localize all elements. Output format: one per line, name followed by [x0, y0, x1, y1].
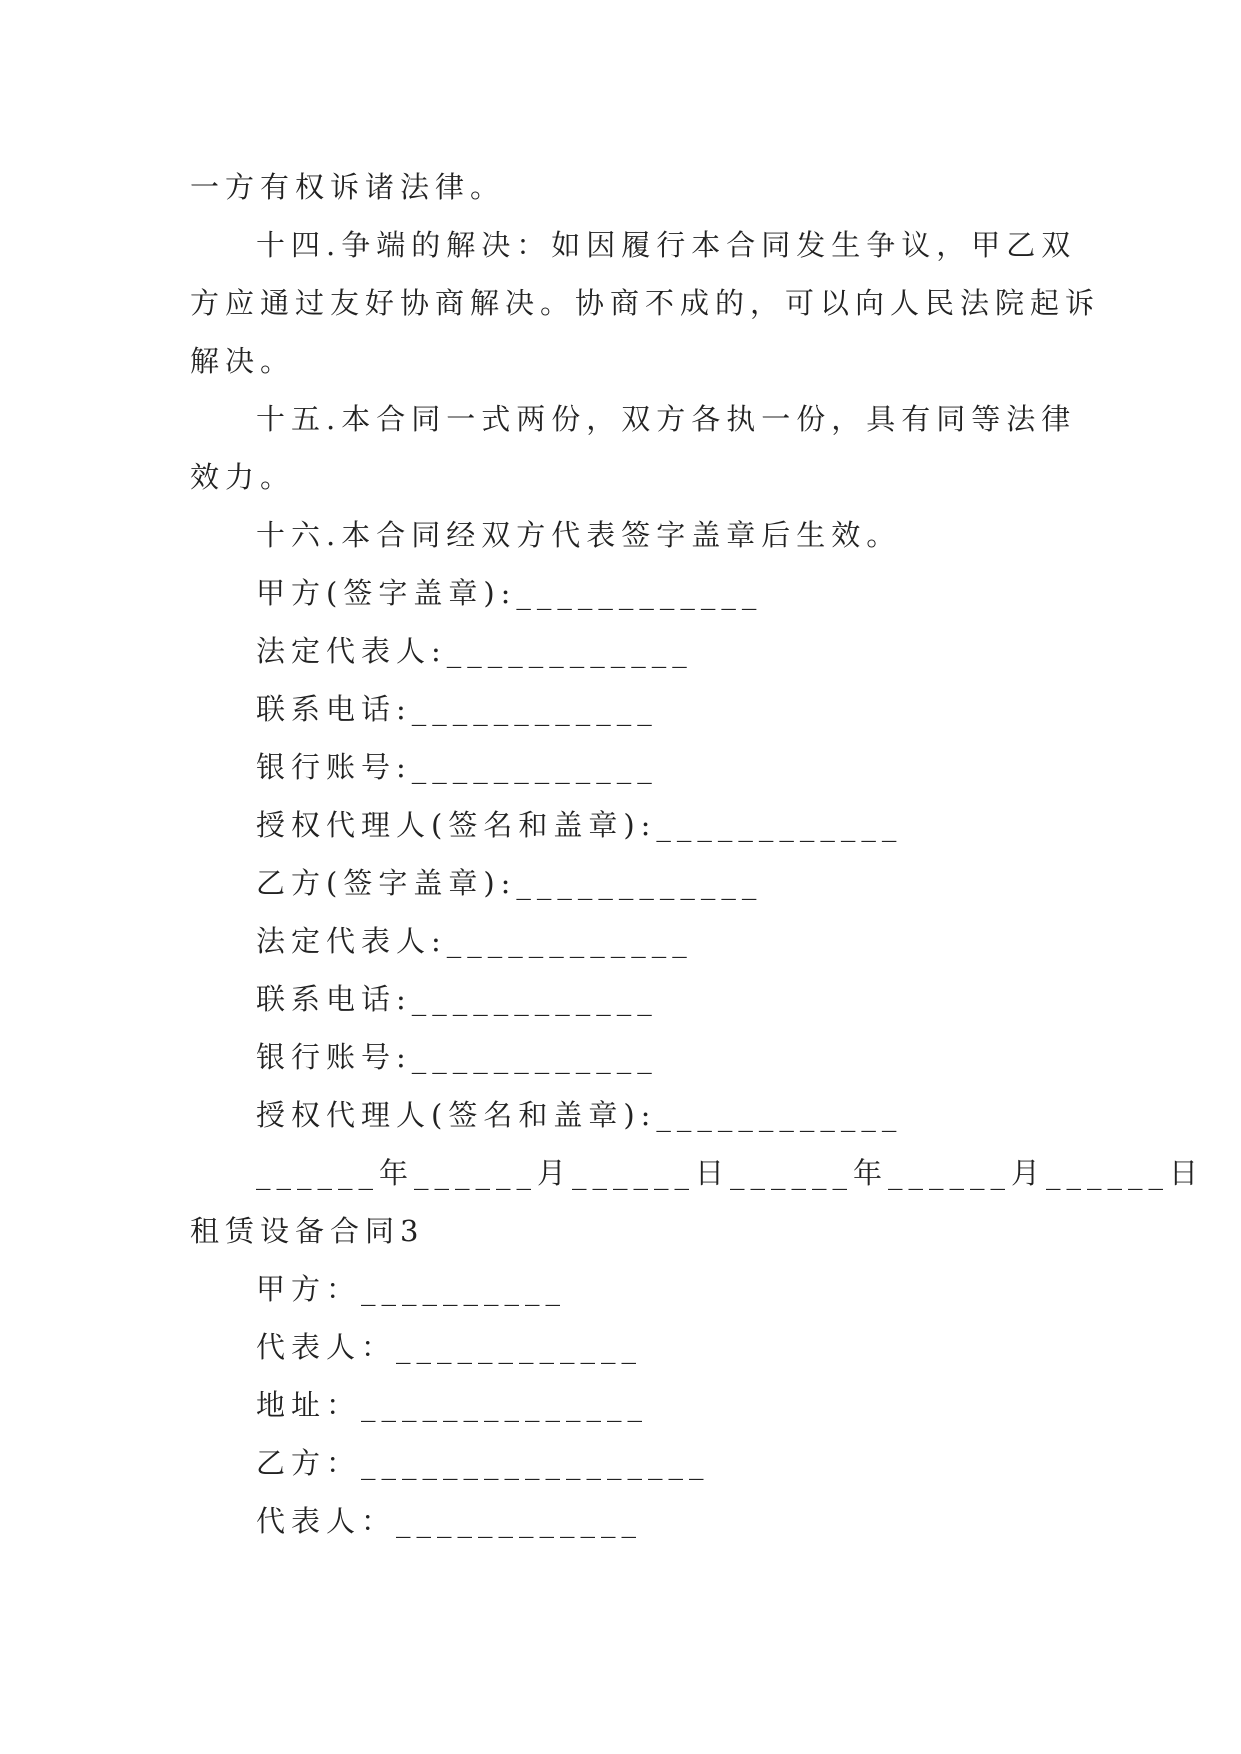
party-b-authorized-agent-field: 授权代理人(签名和盖章):____________	[256, 1098, 903, 1132]
contract3-party-a-field: 甲方：__________	[256, 1272, 567, 1306]
contract3-party-a-rep-field: 代表人：____________	[256, 1330, 643, 1364]
document-body	[190, 158, 1205, 1550]
contract3-party-b-field: 乙方：_________________	[256, 1446, 710, 1480]
contract3-party-a-address-field: 地址：______________	[256, 1388, 649, 1422]
clause-16: 十六.本合同经双方代表签字盖章后生效。	[256, 518, 902, 552]
paragraph-line: 一方有权诉诸法律。	[190, 170, 506, 204]
party-b-legal-rep-field: 法定代表人:____________	[256, 924, 693, 958]
party-a-authorized-agent-field: 授权代理人(签名和盖章):____________	[256, 808, 903, 842]
party-a-bank-account-field: 银行账号:____________	[256, 750, 658, 784]
clause-15-line-1: 十五.本合同一式两份，双方各执一份，具有同等法律	[256, 402, 1077, 436]
section-title: 租赁设备合同3	[190, 1214, 425, 1248]
party-a-legal-rep-field: 法定代表人:____________	[256, 634, 693, 668]
contract3-party-b-rep-field: 代表人：____________	[256, 1504, 643, 1538]
clause-15-line-2: 效力。	[190, 460, 296, 494]
party-a-phone-field: 联系电话:____________	[256, 692, 658, 726]
clause-14-line-1: 十四.争端的解决：如因履行本合同发生争议，甲乙双	[256, 228, 1077, 262]
clause-14-line-3: 解决。	[190, 344, 296, 378]
date-fields: ______年______月______日______年______月______日	[256, 1156, 1205, 1190]
clause-14-line-2: 方应通过友好协商解决。协商不成的，可以向人民法院起诉	[190, 286, 1101, 320]
party-b-bank-account-field: 银行账号:____________	[256, 1040, 658, 1074]
party-b-phone-field: 联系电话:____________	[256, 982, 658, 1016]
party-b-signature-field: 乙方(签字盖章):____________	[256, 866, 763, 900]
party-a-signature-field: 甲方(签字盖章):____________	[256, 576, 763, 610]
